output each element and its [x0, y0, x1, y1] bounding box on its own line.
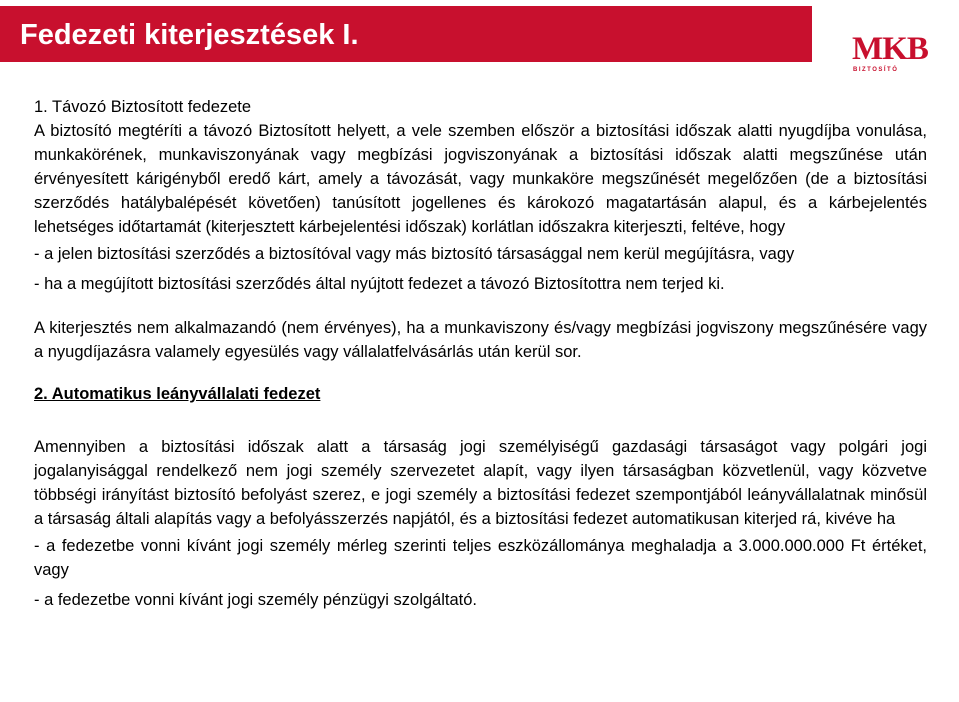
- logo-wordmark: MKB: [852, 31, 928, 67]
- section1-heading: 1. Távozó Biztosított fedezete: [34, 98, 252, 116]
- section2-heading: 2. Automatikus leányvállalati fedezet: [34, 385, 321, 403]
- mkb-logo: [852, 31, 928, 78]
- title-bar: [0, 6, 812, 62]
- slide-content: [34, 95, 927, 612]
- page-title: Fedezeti kiterjesztések I.: [20, 19, 359, 51]
- logo-subtitle: BIZTOSÍTÓ: [853, 67, 899, 73]
- section2-condition-2: - a fedezetbe vonni kívánt jogi személy pénzügyi szolgáltató.: [34, 591, 478, 609]
- section1-exclusion: A kiterjesztés nem alkalmazandó (nem érvényes), ha a munkaviszony és/vagy megbízási jogviszony megszűnésére vagy a nyugdíjazásra valamely egyesülés vagy vállalatfelvásárlás után kerül sor.: [34, 319, 927, 361]
- section1-condition-1: - a jelen biztosítási szerződés a biztosítóval vagy más biztosító társasággal nem kerül megújításra, vagy: [34, 245, 795, 263]
- section2-condition-1: - a fedezetbe vonni kívánt jogi személy mérleg szerinti teljes eszközállománya meghaladja a 3.000.000.000 Ft értéket, vagy: [34, 537, 927, 579]
- section1-condition-2: - ha a megújított biztosítási szerződés által nyújtott fedezet a távozó Biztosítottra nem terjed ki.: [34, 275, 725, 293]
- section1-paragraph: A biztosító megtéríti a távozó Biztosított helyett, a vele szemben először a biztosítási időszak alatti nyugdíjba vonulása, munkakörének, munkaviszonyának vagy megbízási jogviszonyának a biztosítási időszak alatti megszűnése után érvényesített kárigényből eredő kárt, amely a távozását, vagy munkaköre megszűnését megelőzően (de a biztosítási szerződés hatálybalépését követően) tanúsított jogellenes és károkozó magatartásán alapul, és a kárbejelentés lehetséges időtartamát (kiterjesztett kárbejelentési időszak) korlátlan időszakra kiterjeszti, feltéve, hogy: [34, 122, 927, 236]
- section2-paragraph: Amennyiben a biztosítási időszak alatt a társaság jogi személyiségű gazdasági társaságot vagy polgári jogi jogalanyisággal rendelkező nem jogi személy szervezetet alapít, vagy ilyen társaságban közvetlenül, vagy közvetve többségi irányítást biztosító befolyást szerez, e jogi személy a biztosítási fedezet szempontjából leányvállalatnak minősül a társaság általi alapítás vagy a befolyásszerzés napjától, és a biztosítási fedezet automatikusan kiterjed rá, kivéve ha: [34, 438, 927, 528]
